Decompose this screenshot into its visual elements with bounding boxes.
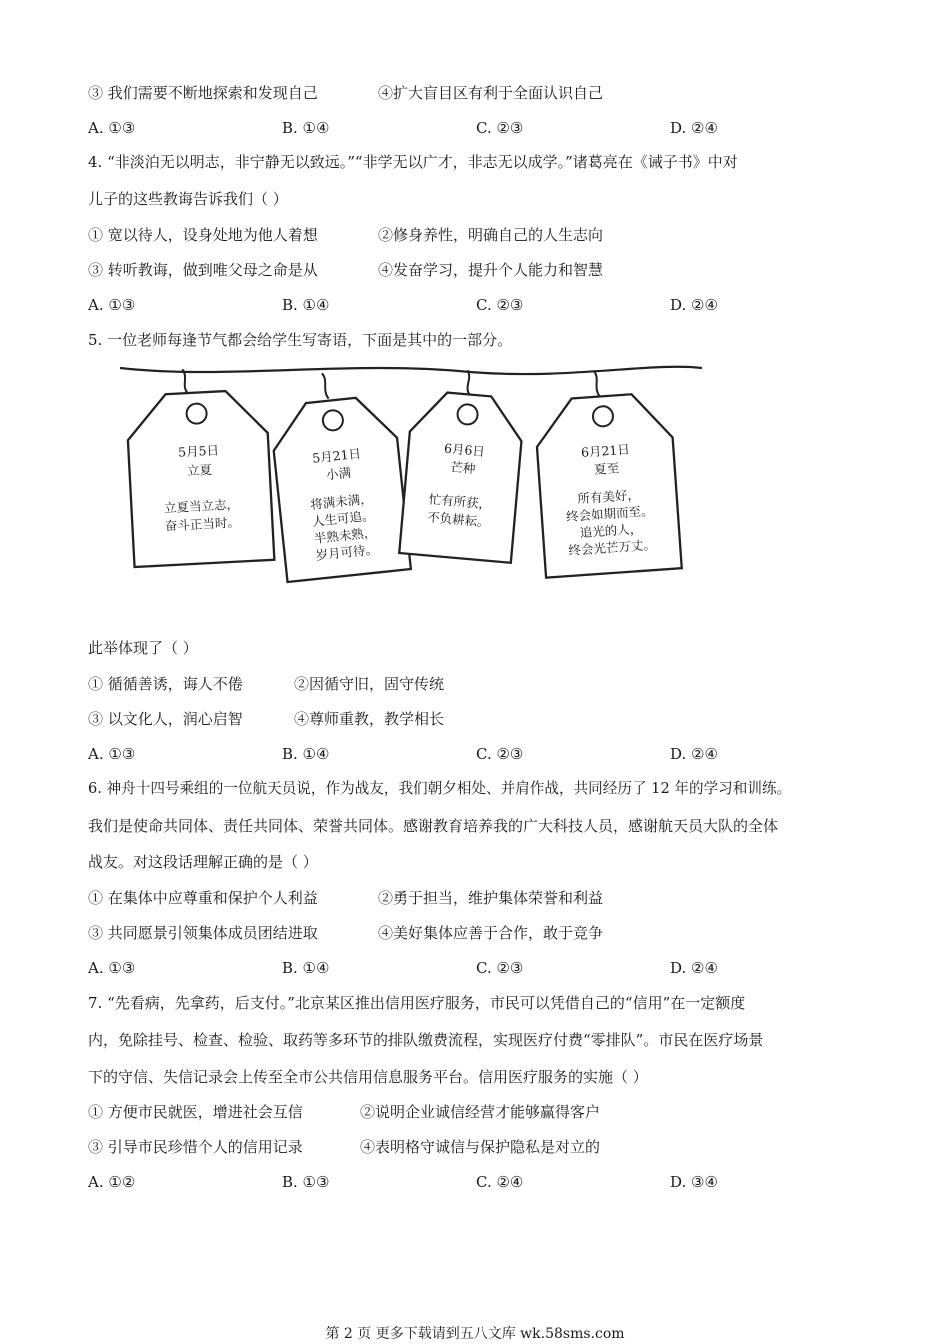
q5-option-b[interactable]: B. ①④ [282, 745, 330, 763]
q4-stem-line1: 4. “非淡泊无以明志，非宁静无以致远。”“非学无以广才，非志无以成学。”诸葛亮在《诫子书》中对 [88, 153, 738, 171]
q5-after: 此举体现了（ ） [88, 639, 198, 657]
q3-item-4: ④扩大盲目区有利于全面认识自己 [378, 84, 604, 102]
hanging-string [120, 367, 702, 374]
q4-item-1: ① 宽以待人，设身处地为他人着想 [88, 226, 318, 244]
q7-option-b[interactable]: B. ①③ [282, 1173, 330, 1191]
q7-item-3: ③ 引导市民珍惜个人的信用记录 [88, 1138, 303, 1156]
tag-4-line-1: 所有美好， [576, 486, 641, 507]
q4-item-3: ③ 转听教诲，做到唯父母之命是从 [88, 261, 318, 279]
q4-option-a[interactable]: A. ①③ [88, 296, 136, 314]
q5-item-3: ③ 以文化人，润心启智 [88, 710, 243, 728]
q3-option-a[interactable]: A. ①③ [88, 119, 136, 137]
q3-option-b[interactable]: B. ①④ [282, 119, 330, 137]
q4-item-2: ②修身养性，明确自己的人生志向 [378, 226, 604, 244]
tag-2-date: 5月21日 [311, 445, 362, 466]
q6-option-b[interactable]: B. ①④ [282, 959, 330, 977]
tag-lixia [124, 365, 274, 567]
q5-item-2: ②因循守旧，固守传统 [294, 675, 445, 693]
q6-item-4: ④美好集体应善于合作，敢于竞争 [378, 924, 604, 942]
q6-item-2: ②勇于担当，维护集体荣誉和利益 [378, 889, 604, 907]
tag-1-line-2: 奋斗正当时。 [164, 514, 241, 534]
tag-xiaoman [266, 366, 411, 582]
tag-4-line-2: 终会如期而至。 [565, 503, 654, 525]
tag-3-line-2: 不负耕耘。 [426, 509, 491, 530]
q5-option-c[interactable]: C. ②③ [476, 745, 524, 763]
tag-xiazhi [532, 366, 682, 578]
q5-item-1: ① 循循善诱，诲人不倦 [88, 675, 243, 693]
q6-item-1: ① 在集体中应尊重和保护个人利益 [88, 889, 318, 907]
q5-option-a[interactable]: A. ①③ [88, 745, 136, 763]
q7-option-d[interactable]: D. ③④ [670, 1173, 718, 1191]
q7-options [88, 1172, 848, 1192]
q7-option-c[interactable]: C. ②④ [476, 1173, 524, 1191]
q4-option-c[interactable]: C. ②③ [476, 296, 524, 314]
q4-stem-line2: 儿子的这些教诲告诉我们（ ） [88, 190, 288, 208]
tag-4-line-3: 追光的人， [579, 520, 643, 541]
tag-3-line-1: 忙有所获， [428, 491, 492, 512]
q6-option-c[interactable]: C. ②③ [476, 959, 524, 977]
tag-3-date: 6月6日 [443, 440, 486, 460]
page-footer: 第 2 页 更多下载请到五八文库 wk.58sms.com [325, 1326, 625, 1342]
q6-stem-line2: 我们是使命共同体、责任共同体、荣誉共同体。感谢教育培养我的广大科技人员，感谢航天员大队的全体 [88, 817, 779, 835]
q6-option-a[interactable]: A. ①③ [88, 959, 136, 977]
q5-item-4: ④尊师重教，教学相长 [294, 710, 445, 728]
tag-4-line-4: 终会光芒万丈。 [567, 536, 657, 559]
q3-item-3: ③ 我们需要不断地探索和发现自己 [88, 84, 318, 102]
q7-item-4: ④表明格守诚信与保护隐私是对立的 [360, 1138, 601, 1156]
q5-stem: 5. 一位老师每逢节气都会给学生写寄语，下面是其中的一部分。 [88, 331, 513, 349]
q7-stem-line2: 内，免除挂号、检查、检验、取药等多环节的排队缴费流程，实现医疗付费“零排队”。市民在医疗场景 [88, 1031, 764, 1049]
q7-stem-line3: 下的守信、失信记录会上传至全市公共信用信息服务平台。信用医疗服务的实施（ ） [88, 1068, 648, 1086]
q4-option-b[interactable]: B. ①④ [282, 296, 330, 314]
tag-2-line-4: 岁月可待。 [314, 541, 379, 563]
q4-options [88, 295, 848, 315]
q5-option-d[interactable]: D. ②④ [670, 745, 718, 763]
q7-stem-line1: 7. “先看病，先拿药，后支付。”北京某区推出信用医疗服务，市民可以凭借自己的“信用”在一定额度 [88, 994, 746, 1012]
tag-2-line-3: 半熟未熟， [313, 524, 377, 546]
q7-option-a[interactable]: A. ①② [88, 1173, 136, 1191]
q3-option-d[interactable]: D. ②④ [670, 119, 718, 137]
tag-3-term: 芒种 [449, 459, 477, 477]
q6-stem-line1: 6. 神舟十四号乘组的一位航天员说，作为战友，我们朝夕相处、并肩作战，共同经历了 12 年的学习和训练。 [88, 780, 792, 797]
q3-option-c[interactable]: C. ②③ [476, 119, 524, 137]
tag-4-date: 6月21日 [580, 441, 631, 460]
tag-1-term: 立夏 [186, 461, 213, 479]
q4-item-4: ④发奋学习，提升个人能力和智慧 [378, 261, 604, 279]
tag-4-term: 夏至 [593, 460, 620, 478]
q6-item-3: ③ 共同愿景引领集体成员团结进取 [88, 924, 318, 942]
tag-mangzhong [399, 366, 527, 563]
q5-options [88, 744, 848, 764]
q3-options [88, 118, 848, 138]
q6-stem-line3: 战友。对这段话理解正确的是（ ） [88, 853, 318, 871]
q7-item-2: ②说明企业诚信经营才能够赢得客户 [360, 1103, 601, 1121]
tag-1-date: 5月5日 [177, 442, 220, 460]
solar-term-tags-illustration [110, 358, 710, 588]
q6-options [88, 958, 848, 978]
q7-item-1: ① 方便市民就医，增进社会互信 [88, 1103, 303, 1121]
q6-option-d[interactable]: D. ②④ [670, 959, 718, 977]
tag-2-term: 小满 [325, 464, 352, 483]
tag-2-line-2: 人生可追。 [311, 507, 376, 530]
tag-1-line-1: 立夏当立志， [163, 496, 240, 516]
q4-option-d[interactable]: D. ②④ [670, 296, 718, 314]
tag-2-line-1: 将满未满， [309, 490, 374, 513]
